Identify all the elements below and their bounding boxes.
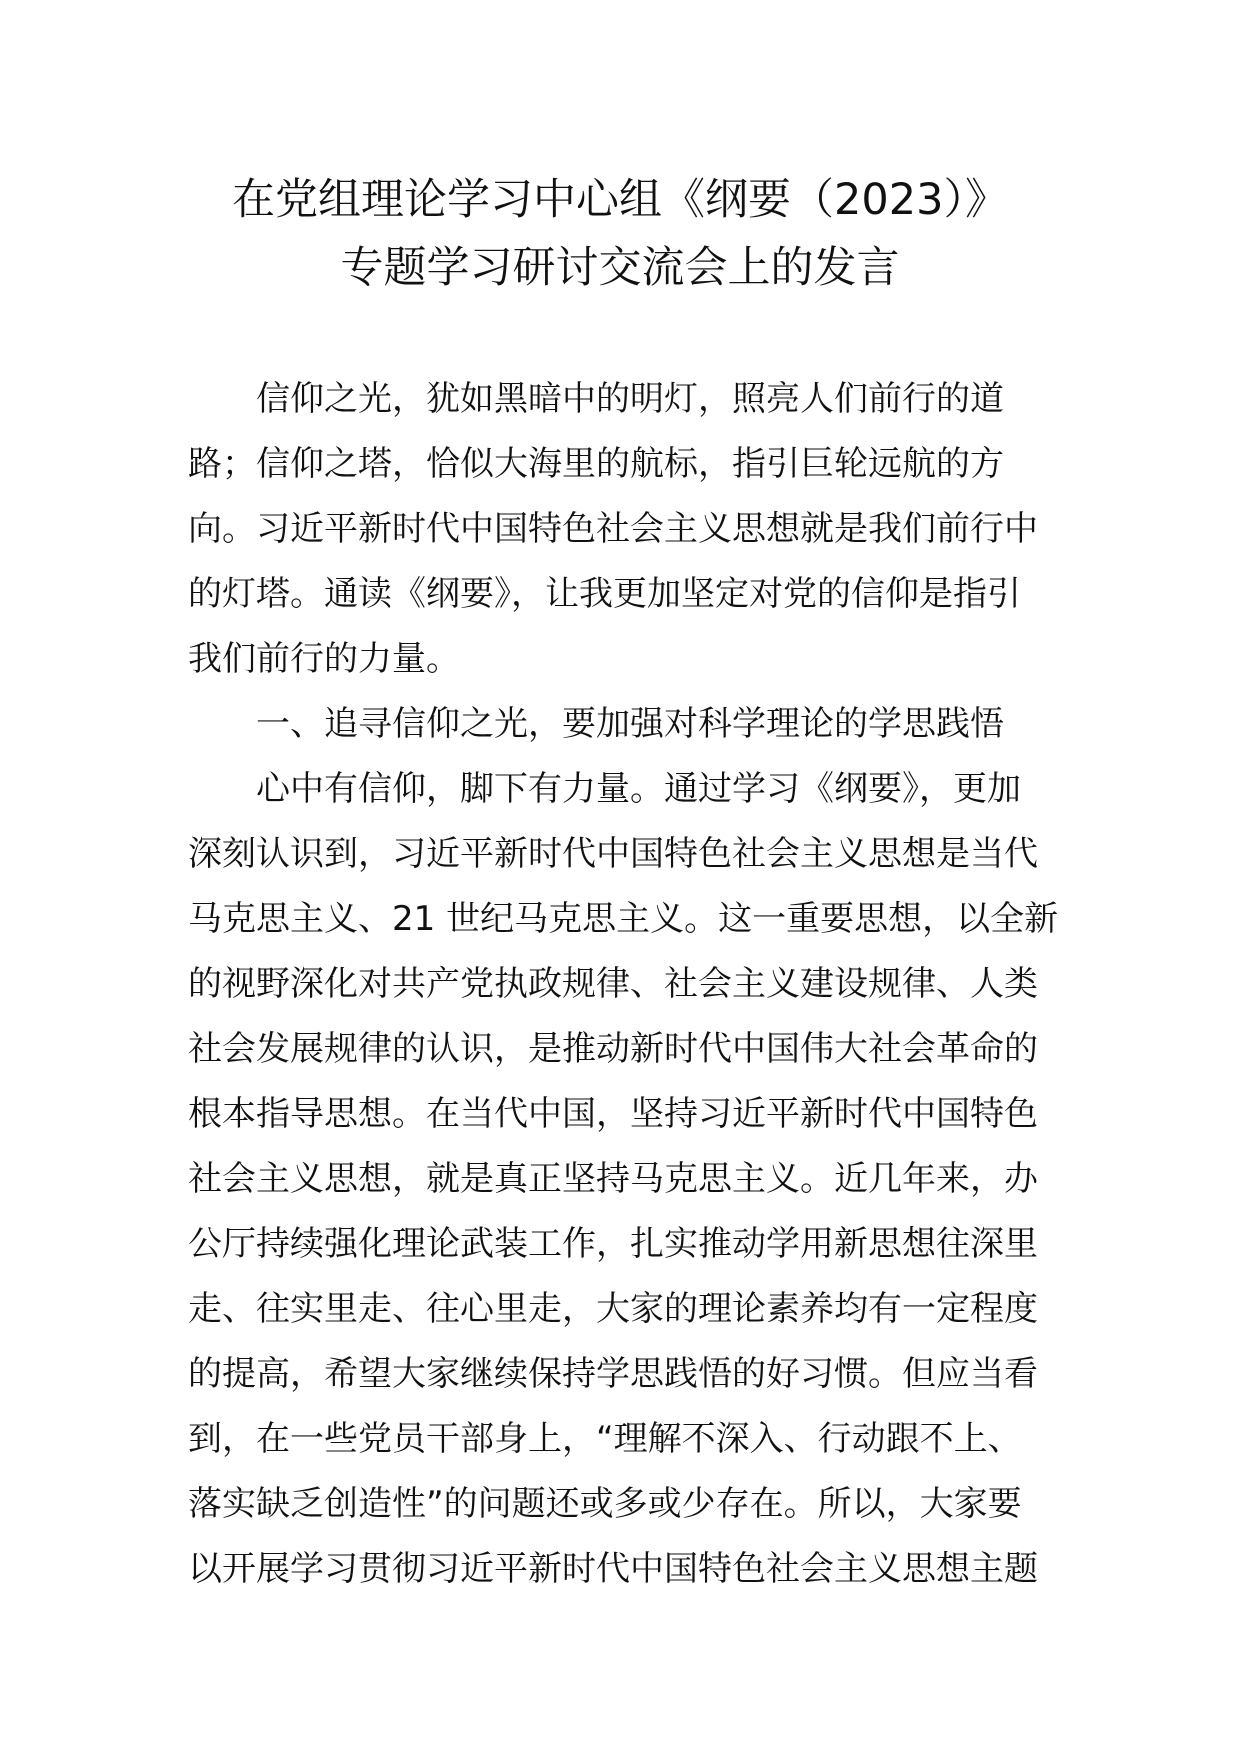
paragraph-line: 向。习近平新时代中国特色社会主义思想就是我们前行中 xyxy=(188,509,1038,549)
paragraph-line: 公厅持续强化理论武装工作，扎实推动学用新思想往深里 xyxy=(188,1224,1038,1264)
paragraph-line: 以开展学习贯彻习近平新时代中国特色社会主义思想主题 xyxy=(188,1549,1038,1589)
document-title-line-2: 专题学习研讨交流会上的发言 xyxy=(340,243,900,293)
paragraph-line: 到，在一些党员干部身上，“理解不深入、行动跟不上、 xyxy=(188,1419,1022,1459)
paragraph-line: 社会主义思想，就是真正坚持马克思主义。近几年来，办 xyxy=(188,1159,1038,1199)
paragraph-line: 的视野深化对共产党执政规律、社会主义建设规律、人类 xyxy=(188,964,1038,1004)
paragraph-line: 的灯塔。通读《纲要》，让我更加坚定对党的信仰是指引 xyxy=(188,574,1021,614)
paragraph-line: 路；信仰之塔，恰似大海里的航标，指引巨轮远航的方 xyxy=(188,444,1004,484)
paragraph-line: 马克思主义、21 世纪马克思主义。这一重要思想，以全新 xyxy=(188,899,1059,939)
intro-paragraph xyxy=(188,367,1060,692)
paragraph-line: 我们前行的力量。 xyxy=(188,639,460,679)
section-1-heading: 一、追寻信仰之光，要加强对科学理论的学思践悟 xyxy=(256,704,1004,744)
document-body xyxy=(188,367,1060,1602)
paragraph-line: 心中有信仰，脚下有力量。通过学习《纲要》，更加 xyxy=(256,769,1021,809)
paragraph-line: 的提高，希望大家继续保持学思践悟的好习惯。但应当看 xyxy=(188,1354,1038,1394)
section-1-paragraph xyxy=(188,757,1060,1602)
paragraph-line: 走、往实里走、往心里走，大家的理论素养均有一定程度 xyxy=(188,1289,1038,1329)
paragraph-line: 落实缺乏创造性”的问题还或多或少存在。所以，大家要 xyxy=(188,1484,1022,1524)
paragraph-line: 社会发展规律的认识，是推动新时代中国伟大社会革命的 xyxy=(188,1029,1038,1069)
paragraph-line: 信仰之光，犹如黑暗中的明灯，照亮人们前行的道 xyxy=(256,379,1004,419)
document-title-line-1: 在党组理论学习中心组《纲要（2023）》 xyxy=(232,175,1008,225)
paragraph-line: 深刻认识到，习近平新时代中国特色社会主义思想是当代 xyxy=(188,834,1038,874)
paragraph-line: 根本指导思想。在当代中国，坚持习近平新时代中国特色 xyxy=(188,1094,1038,1134)
